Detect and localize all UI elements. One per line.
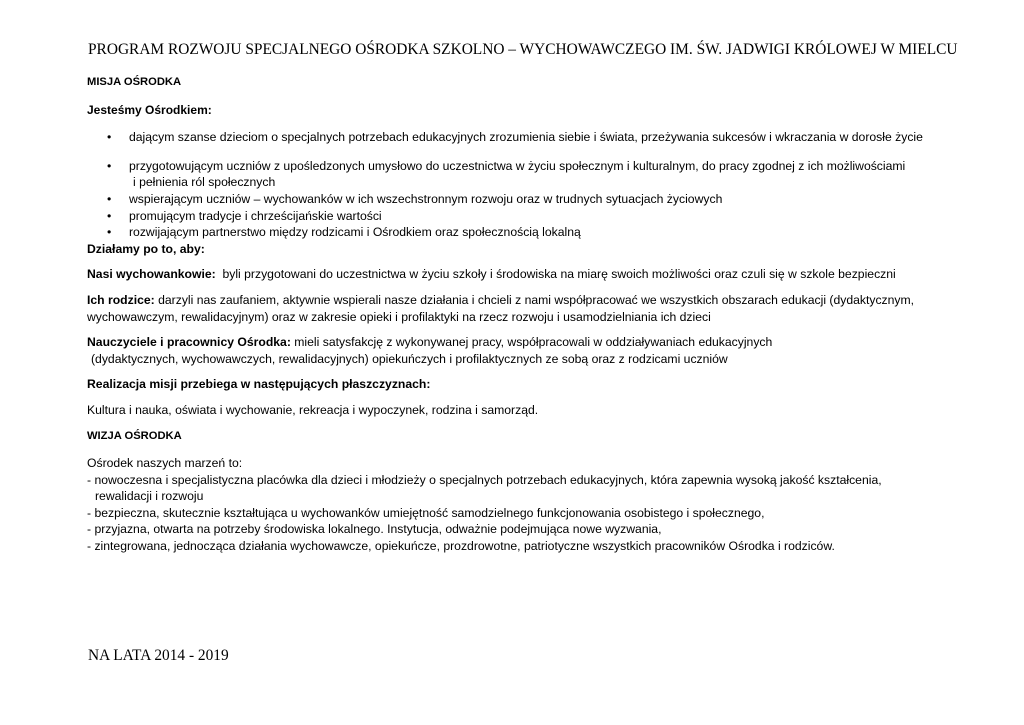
parents-paragraph	[87, 292, 937, 325]
pupils-paragraph	[87, 266, 937, 283]
vision-line-3: - przyjazna, otwarta na potrzeby środowiska lokalnego. Instytucja, odważnie podejmująca nowe wyzwania,	[87, 522, 662, 537]
vision-line-1: - nowoczesna i specjalistyczna placówka dla dzieci i młodzieży o specjalnych potrzebach edukacyjnych, która zapewnia wysoką jakość kształcenia,	[87, 472, 882, 487]
document-title: PROGRAM ROZWOJU SPECJALNEGO OŚRODKA SZKOLNO – WYCHOWAWCZEGO IM. ŚW. JADWIGI KRÓLOWEJ W MIELCU	[88, 41, 958, 58]
staff-paragraph	[87, 334, 937, 351]
realization-text: Kultura i nauka, oświata i wychowanie, rekreacja i wypoczynek, rodzina i samorząd.	[87, 402, 539, 417]
mission-heading: MISJA OŚRODKA	[87, 76, 182, 88]
parents-label: Ich rodzice:	[87, 292, 155, 307]
list-item: • przygotowującym uczniów z upośledzonych umysłowo do uczestnictwa w życiu społecznym i kulturalnym, do pracy zgodnej z ich możliwościami	[87, 158, 937, 175]
parents-text: darzyli nas zaufaniem, aktywnie wspierali nasze działania i chcieli z nami współpracować we wszystkich obszarach edukacji (dydaktycznym, wychowawczym, rewalidacyjnym) oraz w zakresie opieki i profilaktyki na rzecz rozwoju i usamodzielniania ich dzieci	[87, 292, 915, 324]
list-item-continuation: i pełnienia ról społecznych	[133, 175, 276, 190]
realization-heading: Realizacja misji przebiega w następujących płaszczyznach:	[87, 377, 431, 392]
staff-text: mieli satysfakcję z wykonywanej pracy, współpracowali w oddziaływaniach edukacyjnych	[294, 335, 773, 350]
pupils-label: Nasi wychowankowie:	[87, 267, 216, 282]
vision-heading: WIZJA OŚRODKA	[87, 429, 182, 442]
footer-years: NA LATA 2014 - 2019	[88, 647, 229, 664]
vision-line-2: - bezpieczna, skutecznie kształtująca u wychowanków umiejętność samodzielnego funkcjonowania osobistego i społecznego,	[87, 505, 765, 520]
staff-label: Nauczyciele i pracownicy Ośrodka:	[87, 335, 291, 350]
staff-text-continued: (dydaktycznych, wychowawczych, rewalidacyjnych) opiekuńczych i profilaktycznych ze sobą oraz z rodzicami uczniów	[91, 351, 728, 366]
list-item: • wspierającym uczniów – wychowanków w ich wszechstronnym rozwoju oraz w trudnych sytuacjach życiowych	[87, 191, 937, 208]
goal-heading: Działamy po to, aby:	[87, 241, 205, 256]
vision-line-4: - zintegrowana, jednocząca działania wychowawcze, opiekuńcze, prozdrowotne, patriotyczne wszystkich pracowników Ośrodka i rodziców.	[87, 539, 835, 554]
vision-line-1-continued: rewalidacji i rozwoju	[95, 489, 204, 504]
pupils-text: byli przygotowani do uczestnictwa w życiu szkoły i środowiska na miarę swoich możliwości oraz czuli się w szkole bezpieczni	[222, 267, 896, 282]
list-item: • rozwijającym partnerstwo między rodzicami i Ośrodkiem oraz społecznością lokalną	[87, 224, 937, 241]
mission-list	[87, 129, 937, 241]
document-body	[87, 74, 937, 555]
mission-intro: Jesteśmy Ośrodkiem:	[87, 102, 212, 117]
list-item: • promującym tradycje i chrześcijańskie wartości	[87, 208, 937, 225]
list-item: • dającym szanse dzieciom o specjalnych potrzebach edukacyjnych zrozumienia siebie i świata, przeżywania sukcesów i wkraczania w dorosłe życie	[87, 129, 937, 146]
vision-intro: Ośrodek naszych marzeń to:	[87, 456, 243, 471]
